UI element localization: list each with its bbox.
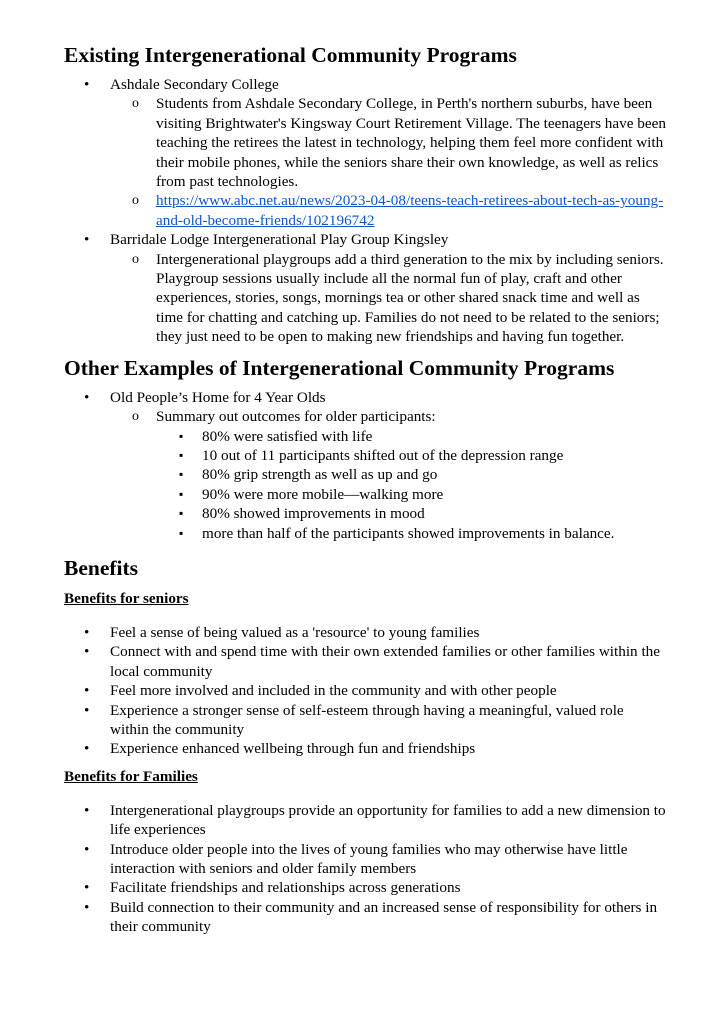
list-item: • Intergenerational playgroups provide an opportunity for families to add a new dimension to life experiences (64, 801, 666, 840)
list-item: • Feel a sense of being valued as a 'resource' to young families (64, 623, 666, 642)
subheading-benefits-seniors: Benefits for seniors (64, 589, 189, 607)
list-item: • Feel more involved and included in the community and with other people (64, 681, 666, 700)
program-name: Barridale Lodge Intergenerational Play Group Kingsley (110, 231, 449, 249)
program-item (64, 388, 666, 543)
list-item: • Experience enhanced wellbeing through fun and friendships (64, 739, 666, 758)
other-programs-list (64, 388, 666, 543)
benefits-families-list (64, 801, 666, 937)
subheading-benefits-families: Benefits for Families (64, 767, 198, 785)
outcome-item: ▪ 80% grip strength as well as up and go (156, 465, 666, 484)
outcomes-summary (110, 407, 666, 543)
outcome-item: ▪ 10 out of 11 participants shifted out of the depression range (156, 446, 666, 465)
program-link-item (110, 191, 666, 230)
list-item: • Facilitate friendships and relationships across generations (64, 878, 666, 897)
heading-other-programs: Other Examples of Intergenerational Community Programs (64, 355, 615, 380)
program-name: Ashdale Secondary College (110, 76, 279, 93)
program-description: o Intergenerational playgroups add a third generation to the mix by including seniors. Playgroup sessions usually include all the normal fun of play, craft and other experiences, stories, songs, mornings tea or other shared snack time and well as time for chatting and catching up. Families do not need to be related to the seniors; they just need to be open to making new friendships and having fun together. (110, 250, 666, 347)
program-item (64, 230, 666, 346)
outcome-item: ▪ more than half of the participants showed improvements in balance. (156, 524, 666, 543)
existing-programs-list (64, 75, 666, 347)
program-item (64, 75, 666, 230)
outcomes-list (156, 427, 666, 543)
benefits-seniors-list (64, 623, 666, 759)
list-item: • Build connection to their community and an increased sense of responsibility for others in their community (64, 898, 666, 937)
outcome-item: ▪ 90% were more mobile—walking more (156, 485, 666, 504)
heading-benefits: Benefits (64, 555, 139, 580)
heading-existing-programs: Existing Intergenerational Community Programs (64, 43, 517, 67)
program-description: o Students from Ashdale Secondary College, in Perth's northern suburbs, have been visiting Brightwater's Kingsway Court Retirement Village. The teenagers have been teaching the retirees the latest in technology, helping them feel more confident with their mobile phones, while the seniors share their own knowledge, as well as relics from past technologies. (110, 94, 666, 191)
outcome-item: ▪ 80% were satisfied with life (156, 427, 666, 446)
list-item: • Experience a stronger sense of self-esteem through having a meaningful, valued role within the community (64, 701, 666, 740)
list-item: • Introduce older people into the lives of young families who may otherwise have little interaction with seniors and older family members (64, 840, 666, 879)
abc-news-link[interactable]: https://www.abc.net.au/news/2023-04-08/teens-teach-retirees-about-tech-as-young-and-old-become-friends/102196742 (156, 192, 664, 229)
summary-label: Summary out outcomes for older participants: (156, 408, 436, 426)
list-item: • Connect with and spend time with their own extended families or other families within the local community (64, 642, 666, 681)
program-name: Old People’s Home for 4 Year Olds (110, 388, 326, 406)
outcome-item: ▪ 80% showed improvements in mood (156, 504, 666, 523)
